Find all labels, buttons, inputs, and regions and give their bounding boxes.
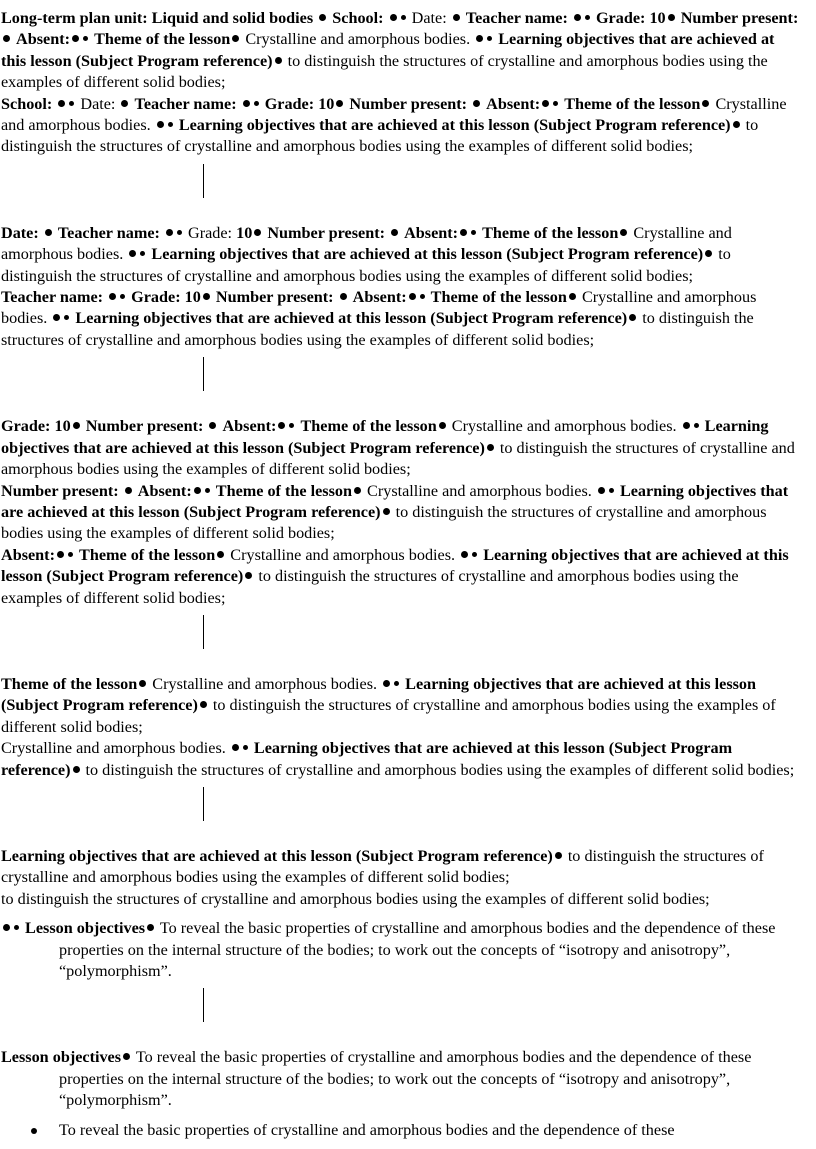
bullet-dot-icon [129, 250, 136, 257]
lesson-objectives-label: Lesson objectives [1, 1048, 122, 1067]
bullet-dot-icon [203, 293, 210, 300]
bullet-dot-icon [83, 36, 88, 41]
grade-label: Grade: [1, 417, 51, 436]
theme-value: Crystalline and amorphous bodies. [152, 674, 378, 693]
bullet-dot-icon [553, 101, 558, 106]
school-label: School: [1, 94, 53, 113]
paragraph-objectives [1, 846, 800, 889]
bullet-dot-icon [232, 744, 239, 751]
school-label: School: [332, 9, 384, 27]
absent-label: Absent: [1, 545, 55, 564]
grade-value: 10 [184, 288, 201, 307]
objectives-value: to distinguish the structures of crystalline and amorphous bodies using the examples of different solid bodies; [1, 846, 764, 887]
bullet-dot-icon [168, 122, 173, 127]
theme-label: Theme of the lesson [564, 94, 701, 113]
bullet-dot-icon [121, 100, 128, 107]
paragraph-absent [1, 545, 800, 609]
unit-label: Long-term plan unit: [1, 9, 148, 27]
list-item-text: To reveal the basic properties of crystalline and amorphous bodies and the dependence of these [59, 1120, 675, 1139]
bullet-dot-icon [574, 14, 581, 21]
absent-label: Absent: [486, 94, 541, 113]
bullet-dot-icon [53, 314, 60, 321]
bullet-dot-icon [278, 422, 285, 429]
section-separator [1, 158, 800, 223]
objectives-label: Learning objectives that are achieved at this lesson (Subject Program reference) [1, 846, 553, 865]
bullet-dot-icon [123, 1053, 130, 1060]
objectives-value: to distinguish the structures of crystalline and amorphous bodies using the examples of different solid bodies; [1, 51, 768, 92]
lesson-objectives-value: To reveal the basic properties of crystalline and amorphous bodies and the dependence of these properties on the internal structure of the bodies; to work out the concepts of “isotropy and anisotropy”, “polymorphism”. [59, 1048, 752, 1110]
grade-value: 10 [318, 94, 335, 113]
paragraph-teacher [1, 287, 800, 351]
theme-label: Theme of the lesson [482, 223, 619, 242]
paragraph-lesson-objectives [1, 918, 800, 982]
teacher-label: Teacher name: [57, 223, 160, 242]
bullet-dot-icon [139, 680, 146, 687]
theme-value: Crystalline and amorphous bodies. [245, 30, 471, 49]
teacher-label: Teacher name: [465, 9, 568, 27]
paragraph-theme [1, 674, 800, 738]
vertical-rule [203, 164, 204, 198]
bullet-dot-icon [140, 251, 145, 256]
bullet-dot-icon [14, 925, 19, 930]
theme-value: Crystalline and amorphous bodies. [1, 288, 757, 328]
objectives-label: Learning objectives that are achieved at this lesson (Subject Program reference) [75, 309, 628, 328]
paragraph-lesson-objectives-2 [1, 1047, 800, 1111]
paragraph-present [1, 481, 800, 545]
paragraph-unit [1, 8, 800, 94]
bullet-dot-icon [453, 14, 460, 21]
date-label: Date: [80, 94, 116, 113]
absent-label: Absent: [137, 481, 192, 500]
bullet-dot-icon [209, 422, 216, 429]
theme-value: Crystalline and amorphous bodies. [230, 545, 456, 564]
bullet-dot-icon [336, 100, 343, 107]
section-separator [1, 351, 800, 416]
bullet-dot-icon [58, 100, 65, 107]
theme-value: Crystalline and amorphous bodies. [1, 94, 787, 135]
bullet-dot-icon [194, 487, 201, 494]
grade-label: Grade: [188, 223, 233, 242]
bullet-dot-icon [69, 101, 74, 106]
bullet-dot-icon [629, 314, 636, 321]
bullet-dot-icon [217, 551, 224, 558]
theme-value: Crystalline and amorphous bodies. [1, 223, 732, 264]
bullet-dot-icon [275, 57, 282, 64]
grade-value: 10 [54, 417, 71, 436]
bullet-dot-icon [609, 488, 614, 493]
section-separator [1, 781, 800, 846]
bullet-dot-icon [473, 100, 480, 107]
bullet-dot-icon [254, 101, 259, 106]
bullet-dot-icon [476, 35, 483, 42]
grade-label: Grade: [264, 94, 315, 113]
theme-label: Theme of the lesson [1, 674, 138, 693]
theme-label: Theme of the lesson [300, 417, 437, 436]
bullet-dot-icon [383, 680, 390, 687]
bullet-dot-icon [394, 681, 399, 686]
objectives-value: to distinguish the structures of crystalline and amorphous bodies using the examples of different solid bodies; [1, 567, 739, 607]
objectives-value: to distinguish the structures of crystalline and amorphous bodies using the examples of different solid bodies; [1, 116, 759, 156]
objectives-value: to distinguish the structures of crystalline and amorphous bodies using the examples of different solid bodies; [1, 309, 754, 349]
bullet-dot-icon [668, 14, 675, 21]
bullet-dot-icon [620, 229, 627, 236]
bullet-dot-icon [683, 422, 690, 429]
bullet-dot-icon [125, 487, 132, 494]
present-label: Number present: [215, 288, 334, 307]
bullet-dot-icon [232, 35, 239, 42]
vertical-rule [203, 615, 204, 649]
teacher-label: Teacher name: [1, 288, 104, 307]
objectives-label: Learning objectives that are achieved at this lesson (Subject Program reference) [1, 481, 789, 521]
objectives-value: to distinguish the structures of crystalline and amorphous bodies using the examples of different solid bodies; [1, 438, 795, 479]
bullet-dot-icon [120, 294, 125, 299]
list-item [1, 1120, 800, 1141]
objectives-label: Learning objectives that are achieved at this lesson (Subject Program reference) [1, 674, 757, 715]
bullet-dot-icon [200, 701, 207, 708]
paragraph-theme-value [1, 738, 800, 781]
bullet-dot-icon [598, 487, 605, 494]
paragraph-date [1, 223, 800, 287]
theme-label: Theme of the lesson [430, 288, 567, 307]
theme-label: Theme of the lesson [94, 30, 231, 49]
bullet-dot-icon [702, 100, 709, 107]
unit-value: Liquid and solid bodies [151, 9, 314, 27]
absent-label: Absent: [404, 223, 459, 242]
bullet-dot-icon [555, 852, 562, 859]
vertical-rule [203, 787, 204, 821]
bullet-dot-icon [733, 121, 740, 128]
bullet-dot-icon [585, 15, 590, 20]
bullet-dot-icon [383, 508, 390, 515]
bullet-dot-icon [420, 294, 425, 299]
objectives-value: to distinguish the structures of crystalline and amorphous bodies using the examples of different solid bodies; [1, 696, 776, 736]
paragraph-school [1, 94, 800, 158]
grade-label: Grade: [595, 9, 646, 27]
bullet-dot-icon [57, 551, 64, 558]
bullet-dot-icon [254, 229, 261, 236]
bullet-dot-icon [472, 552, 477, 557]
theme-value: Crystalline and amorphous bodies. [1, 739, 226, 758]
theme-label: Theme of the lesson [215, 481, 352, 500]
bullet-dot-icon [73, 766, 80, 773]
present-label: Number present: [267, 223, 385, 242]
bullet-dot-icon [289, 423, 294, 428]
theme-label: Theme of the lesson [79, 545, 216, 564]
paragraph-grade [1, 416, 800, 480]
bullet-dot-icon [401, 15, 406, 20]
absent-label: Absent: [352, 288, 407, 307]
vertical-rule [203, 357, 204, 391]
bullet-dot-icon [390, 14, 397, 21]
list-bullet-icon [31, 1128, 37, 1134]
bullet-dot-icon [319, 14, 326, 21]
bullet-dot-icon [157, 121, 164, 128]
bullet-dot-icon [461, 551, 468, 558]
objectives-label: Learning objectives that are achieved at this lesson (Subject Program reference) [1, 739, 733, 779]
bullet-dot-icon [409, 293, 416, 300]
date-label: Date: [411, 9, 447, 27]
bullet-dot-icon [64, 315, 69, 320]
bullet-dot-icon [243, 745, 248, 750]
section-separator [1, 609, 800, 674]
objectives-value: to distinguish the structures of crystalline and amorphous bodies using the examples of different solid bodies; [1, 889, 710, 908]
bullet-dot-icon [147, 924, 154, 931]
paragraph-objectives-value [1, 889, 800, 910]
bullet-dot-icon [73, 422, 80, 429]
objectives-value: to distinguish the structures of crystalline and amorphous bodies using the examples of different solid bodies; [1, 245, 731, 285]
theme-value: Crystalline and amorphous bodies. [451, 417, 677, 436]
absent-label: Absent: [16, 30, 71, 49]
objectives-value: to distinguish the structures of crystalline and amorphous bodies using the examples of different solid bodies; [1, 502, 767, 543]
lesson-objectives-value: To reveal the basic properties of crystalline and amorphous bodies and the dependence of these properties on the internal structure of the bodies; to work out the concepts of “isotropy and anisotropy”, “polymorphism”. [59, 919, 776, 980]
teacher-label: Teacher name: [134, 94, 237, 113]
bullet-dot-icon [340, 293, 347, 300]
bullet-dot-icon [439, 422, 446, 429]
bullet-dot-icon [705, 250, 712, 257]
grade-value: 10 [649, 9, 666, 27]
bullet-dot-icon [45, 229, 52, 236]
objectives-value: to distinguish the structures of crystalline and amorphous bodies using the examples of different solid bodies; [85, 760, 795, 779]
bullet-dot-icon [542, 100, 549, 107]
present-label: Number present: [1, 481, 119, 500]
bullet-dot-icon [487, 444, 494, 451]
objectives-label: Learning objectives that are achieved at this lesson (Subject Program reference) [151, 245, 704, 264]
absent-label: Absent: [222, 417, 277, 436]
bullet-dot-icon [243, 100, 250, 107]
objectives-label: Learning objectives that are achieved at this lesson (Subject Program reference) [1, 417, 769, 457]
present-label: Number present: [349, 94, 468, 113]
bullet-dot-icon [3, 924, 10, 931]
section-separator [1, 982, 800, 1047]
bullet-dot-icon [460, 229, 467, 236]
bullet-dot-icon [3, 35, 10, 42]
bullet-dot-icon [177, 230, 182, 235]
bullet-dot-icon [205, 488, 210, 493]
bullet-dot-icon [354, 487, 361, 494]
bullet-dot-icon [694, 423, 699, 428]
bullet-dot-icon [245, 572, 252, 579]
grade-label: Grade: [131, 288, 181, 307]
theme-value: Crystalline and amorphous bodies. [367, 481, 592, 500]
lesson-objectives-label: Lesson objectives [25, 919, 146, 938]
objectives-label: Learning objectives that are achieved at this lesson (Subject Program reference) [178, 116, 731, 135]
bullet-dot-icon [109, 293, 116, 300]
bullet-dot-icon [471, 230, 476, 235]
grade-value: 10 [236, 223, 253, 242]
objectives-label: Learning objectives that are achieved at this lesson (Subject Program reference) [1, 30, 775, 70]
bullet-dot-icon [72, 35, 79, 42]
bullet-dot-icon [68, 552, 73, 557]
present-label: Number present: [680, 9, 799, 27]
vertical-rule [203, 988, 204, 1022]
present-label: Number present: [85, 417, 204, 436]
bullet-dot-icon [487, 36, 492, 41]
bullet-dot-icon [569, 293, 576, 300]
objectives-label: Learning objectives that are achieved at this lesson (Subject Program reference) [1, 545, 789, 586]
bullet-dot-icon [391, 229, 398, 236]
date-label: Date: [1, 223, 39, 242]
bullet-dot-icon [166, 229, 173, 236]
